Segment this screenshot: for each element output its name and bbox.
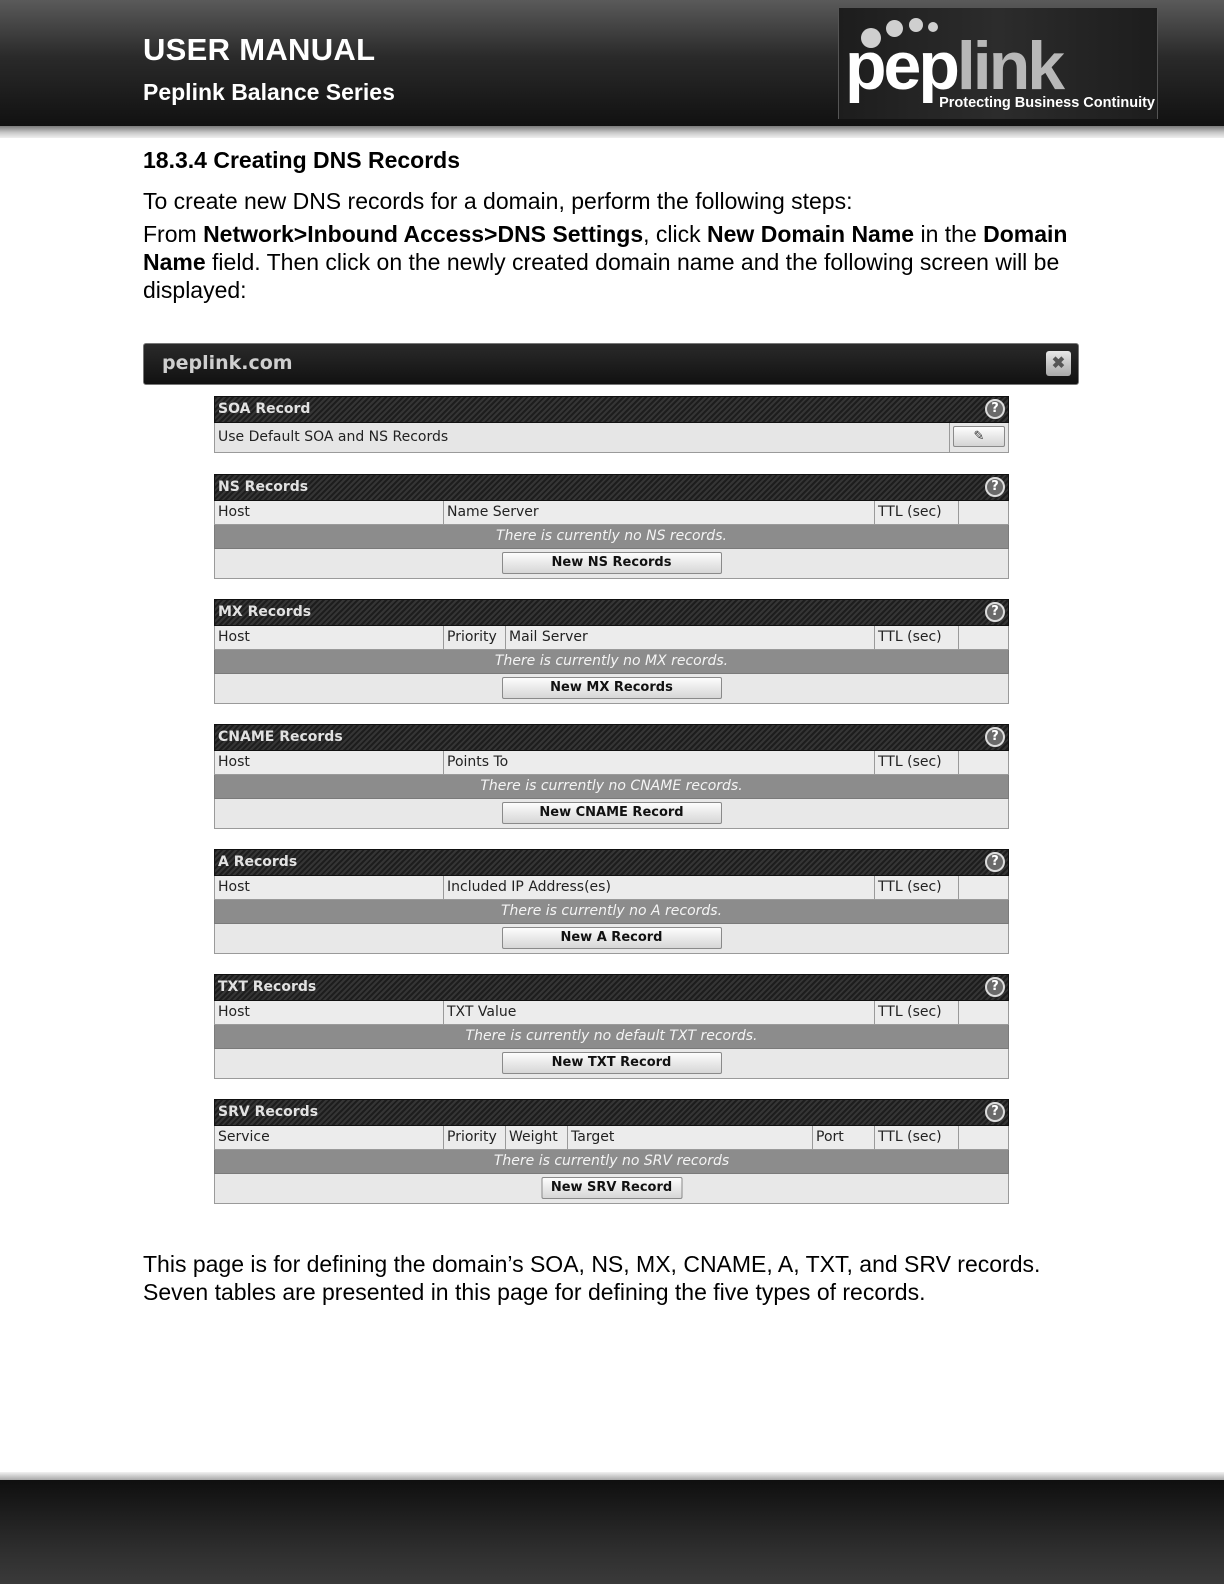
column-header-blank [959, 626, 1008, 649]
intro-paragraph: To create new DNS records for a domain, perform the following steps: [143, 188, 853, 214]
action-row [214, 1049, 1009, 1079]
column-header: TTL (sec) [875, 626, 959, 649]
column-header-row [214, 626, 1009, 650]
step-text: field. Then click on the newly created domain name and the following screen will be displayed: [143, 249, 1060, 303]
dialog-title-bar [143, 343, 1079, 385]
help-icon[interactable]: ? [985, 399, 1005, 419]
logo-tagline: Protecting Business Continuity [939, 95, 1155, 111]
header-divider [0, 126, 1224, 138]
step-menu-path: Network>Inbound Access>DNS Settings [203, 221, 644, 247]
column-header: Port [813, 1126, 875, 1149]
column-header-blank [959, 1001, 1008, 1024]
help-icon[interactable]: ? [985, 852, 1005, 872]
soa-edit-cell [950, 423, 1008, 452]
help-icon[interactable]: ? [985, 602, 1005, 622]
peplink-logo [838, 8, 1158, 119]
soa-record-title: SOA Record [218, 401, 311, 417]
column-header-row [214, 751, 1009, 775]
new-a-record-button[interactable]: New A Record [502, 927, 722, 949]
cname-records-table [214, 724, 1009, 829]
logo-wordmark [845, 28, 1063, 104]
logo-pep: pep [845, 28, 957, 104]
soa-record-value: Use Default SOA and NS Records [215, 423, 950, 452]
new-mx-records-button[interactable]: New MX Records [502, 677, 722, 699]
help-icon[interactable]: ? [985, 1102, 1005, 1122]
column-header: Included IP Address(es) [444, 876, 875, 899]
help-icon[interactable]: ? [985, 977, 1005, 997]
column-header: TTL (sec) [875, 1001, 959, 1024]
mx-records-title: MX Records [218, 604, 312, 620]
column-header: TTL (sec) [875, 876, 959, 899]
page-header [0, 0, 1224, 126]
column-header-blank [959, 751, 1008, 774]
empty-message: There is currently no CNAME records. [214, 775, 1009, 799]
column-header: Priority [444, 1126, 506, 1149]
column-header: TXT Value [444, 1001, 875, 1024]
srv-records-title: SRV Records [218, 1104, 319, 1120]
column-header: Host [215, 876, 444, 899]
a-records-title: A Records [218, 854, 298, 870]
column-header: Name Server [444, 501, 875, 524]
column-header-blank [959, 501, 1008, 524]
edit-icon[interactable]: ✎ [953, 426, 1005, 447]
new-cname-record-button[interactable]: New CNAME Record [502, 802, 722, 824]
new-ns-records-button[interactable]: New NS Records [502, 552, 722, 574]
step-field-name: Domain Name [143, 221, 1068, 275]
column-header: TTL (sec) [875, 1126, 959, 1149]
soa-record-table [214, 396, 1009, 453]
action-row [214, 799, 1009, 829]
ns-records-header [214, 474, 1009, 501]
cname-records-header [214, 724, 1009, 751]
action-row [214, 674, 1009, 704]
new-srv-record-button[interactable]: New SRV Record [541, 1177, 682, 1199]
column-header: Points To [444, 751, 875, 774]
empty-message: There is currently no default TXT records. [214, 1025, 1009, 1049]
srv-records-table [214, 1099, 1009, 1204]
new-txt-record-button[interactable]: New TXT Record [502, 1052, 722, 1074]
mx-records-header [214, 599, 1009, 626]
ns-records-table [214, 474, 1009, 579]
txt-records-title: TXT Records [218, 979, 317, 995]
column-header: Target [568, 1126, 813, 1149]
column-header: Host [215, 501, 444, 524]
document-title: USER MANUAL [143, 32, 376, 67]
step-button-name: New Domain Name [707, 221, 915, 247]
column-header: Host [215, 751, 444, 774]
soa-record-row [214, 423, 1009, 453]
step-text: in the [914, 221, 984, 247]
txt-records-table [214, 974, 1009, 1079]
help-icon[interactable]: ? [985, 727, 1005, 747]
txt-records-header [214, 974, 1009, 1001]
column-header: TTL (sec) [875, 501, 959, 524]
srv-records-header [214, 1099, 1009, 1126]
column-header: Priority [444, 626, 506, 649]
closing-paragraph: This page is for defining the domain’s SOA, NS, MX, CNAME, A, TXT, and SRV records. Seven tables are presented in this page for defining the five types of records. [143, 1251, 1041, 1305]
a-records-header [214, 849, 1009, 876]
empty-message: There is currently no SRV records [214, 1150, 1009, 1174]
column-header: Mail Server [506, 626, 875, 649]
column-header-row [214, 1001, 1009, 1025]
step-paragraph [143, 220, 1083, 304]
column-header-row [214, 876, 1009, 900]
column-header-blank [959, 1126, 1008, 1149]
step-text: , click [643, 221, 708, 247]
ns-records-title: NS Records [218, 479, 309, 495]
page-footer [0, 1480, 1224, 1584]
action-row [214, 549, 1009, 579]
mx-records-table [214, 599, 1009, 704]
column-header: Host [215, 1001, 444, 1024]
column-header-row [214, 1126, 1009, 1150]
footer-divider [0, 1472, 1224, 1480]
help-icon[interactable]: ? [985, 477, 1005, 497]
column-header-row [214, 501, 1009, 525]
document-subtitle: Peplink Balance Series [143, 79, 395, 105]
section-title: 18.3.4 Creating DNS Records [143, 147, 461, 173]
empty-message: There is currently no MX records. [214, 650, 1009, 674]
column-header: TTL (sec) [875, 751, 959, 774]
action-row [214, 924, 1009, 954]
logo-link: link [956, 28, 1063, 104]
empty-message: There is currently no A records. [214, 900, 1009, 924]
column-header: Weight [506, 1126, 568, 1149]
action-row [214, 1174, 1009, 1204]
cname-records-title: CNAME Records [218, 729, 343, 745]
column-header: Service [215, 1126, 444, 1149]
step-text: From [143, 221, 204, 247]
close-icon[interactable]: ✖ [1046, 351, 1071, 376]
dialog-title: peplink.com [162, 352, 293, 374]
column-header: Host [215, 626, 444, 649]
soa-record-header [214, 396, 1009, 423]
column-header-blank [959, 876, 1008, 899]
a-records-table [214, 849, 1009, 954]
empty-message: There is currently no NS records. [214, 525, 1009, 549]
